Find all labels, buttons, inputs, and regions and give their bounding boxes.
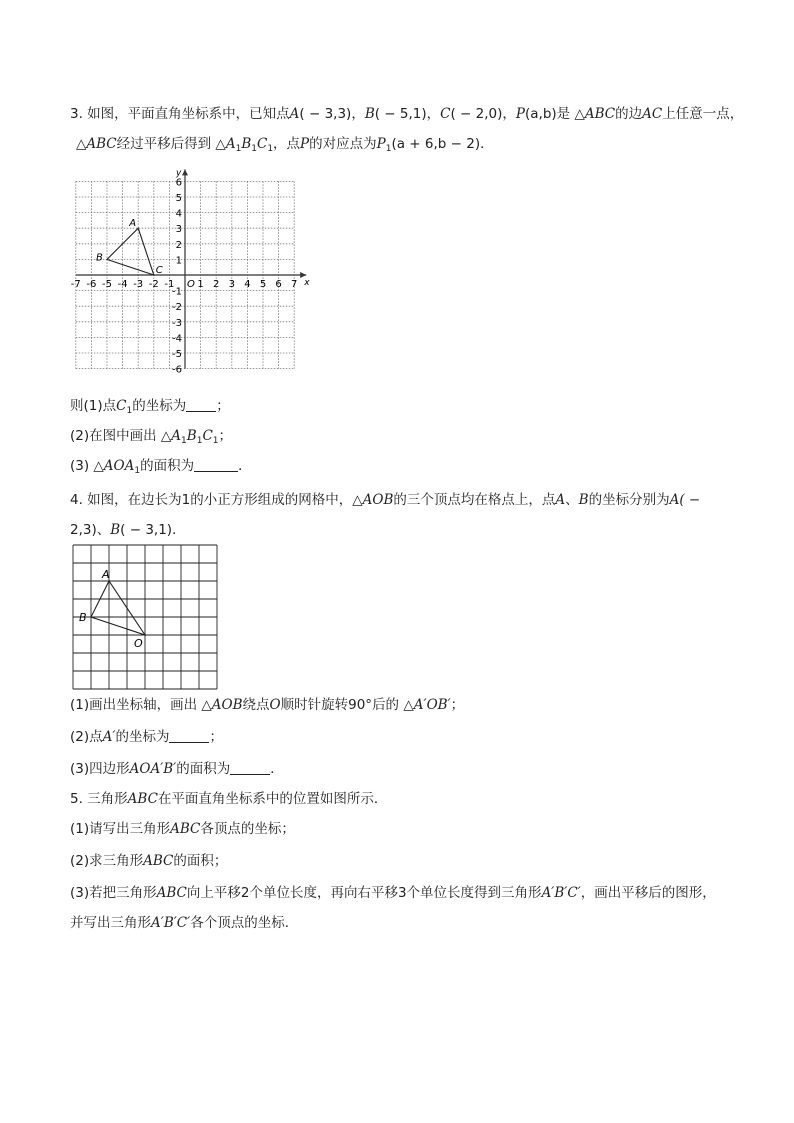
vertex-label-o: O	[134, 637, 143, 650]
y-tick-label: -2	[172, 302, 182, 314]
y-tick-label: -1	[172, 286, 182, 298]
y-axis-label: y	[176, 168, 182, 179]
q3-sub-3: (3) $\triangle AOA_1$的面积为 ．	[70, 458, 252, 476]
q3-sub-1: 则(1)点$C_1$的坐标为 ；	[70, 398, 230, 416]
x-tick-label: 5	[259, 279, 267, 290]
answer-blank	[194, 459, 238, 472]
x-tick-label: 3	[228, 279, 235, 290]
vertex-label-b: B	[79, 611, 87, 624]
x-tick-label: -4	[117, 279, 128, 290]
q4-grid-figure	[70, 542, 220, 692]
q5-sub-3: (3)若把三角形ABC向上平移2个单位长度，再向右平移3个单位长度得到三角形A′B′C′，画出平移后的图形，	[70, 885, 716, 901]
q4-sub-2: (2)点A′的坐标为 ；	[70, 729, 223, 745]
x-tick-label: 2	[213, 279, 220, 290]
y-tick-label: 2	[175, 239, 182, 251]
x-tick-label: 7	[291, 279, 298, 290]
q3-line-1: 3. 如图，平面直角坐标系中，已知点A( − 3,3)，B( − 5,1)，C( − 2,0)，P(a,b)是 △ABC的边AC上任意一点，	[70, 106, 744, 122]
x-tick-label: -6	[86, 279, 97, 290]
q4-line-1: 4. 如图，在边长为1的小正方形组成的网格中，△AOB的三个顶点均在格点上，点A、B的坐标分别为A( −	[70, 492, 701, 508]
y-tick-label: 5	[175, 193, 182, 204]
q4-sub-1: (1)画出坐标轴，画出 △AOB绕点O顺时针旋转90°后的 △A′OB′；	[70, 697, 465, 713]
q5-line-1: 5. 三角形ABC在平面直角坐标系中的位置如图所示．	[70, 791, 388, 807]
q5-line-4: 并写出三角形A′B′C′各个顶点的坐标．	[70, 915, 299, 931]
q3-coordinate-graph	[70, 165, 310, 375]
q5-sub-2: (2)求三角形ABC的面积；	[70, 853, 228, 869]
q3-line-2: △ABC经过平移后得到 $\triangle A_1B_1C_1$，点P的对应点为$P_1(a + 6,b - 2)$．	[76, 136, 494, 154]
origin-label: O	[187, 279, 195, 290]
vertex-label-a: A	[129, 218, 137, 230]
vertex-label-c: C	[155, 265, 163, 276]
q4-line-2: 2,3)、B( − 3,1)．	[70, 522, 186, 538]
y-tick-label: 1	[175, 255, 182, 267]
x-tick-label: 4	[244, 279, 251, 290]
q4-sub-3: (3)四边形AOA′B′的面积为 ．	[70, 761, 284, 777]
x-tick-label: 6	[275, 279, 282, 290]
y-tick-label: 6	[175, 177, 182, 189]
answer-blank	[230, 762, 270, 775]
q3-sub-2: (2)在图中画出 $\triangle A_1B_1C_1$；	[70, 428, 233, 446]
y-axis-arrow	[182, 169, 188, 175]
y-tick-label: 3	[175, 224, 182, 236]
vertex-label-b: B	[96, 252, 103, 264]
answer-blank	[169, 730, 209, 743]
y-tick-label: -4	[172, 333, 182, 345]
x-tick-label: -5	[102, 279, 112, 290]
vertex-label-a: A	[102, 568, 110, 581]
x-tick-label: -1	[164, 279, 175, 290]
x-tick-label: -7	[70, 279, 81, 290]
x-tick-label: -2	[148, 279, 159, 290]
y-tick-label: -3	[172, 317, 182, 329]
triangle-aob	[91, 581, 145, 635]
y-tick-label: 4	[175, 208, 182, 220]
x-tick-label: 1	[197, 279, 204, 290]
x-axis-label: x	[304, 278, 310, 288]
triangle-abc	[107, 228, 154, 275]
y-tick-label: -5	[172, 349, 182, 360]
y-tick-label: -6	[172, 364, 182, 376]
q5-sub-1: (1)请写出三角形ABC各顶点的坐标；	[70, 821, 295, 837]
x-tick-label: -3	[133, 279, 144, 290]
answer-blank	[186, 399, 216, 412]
